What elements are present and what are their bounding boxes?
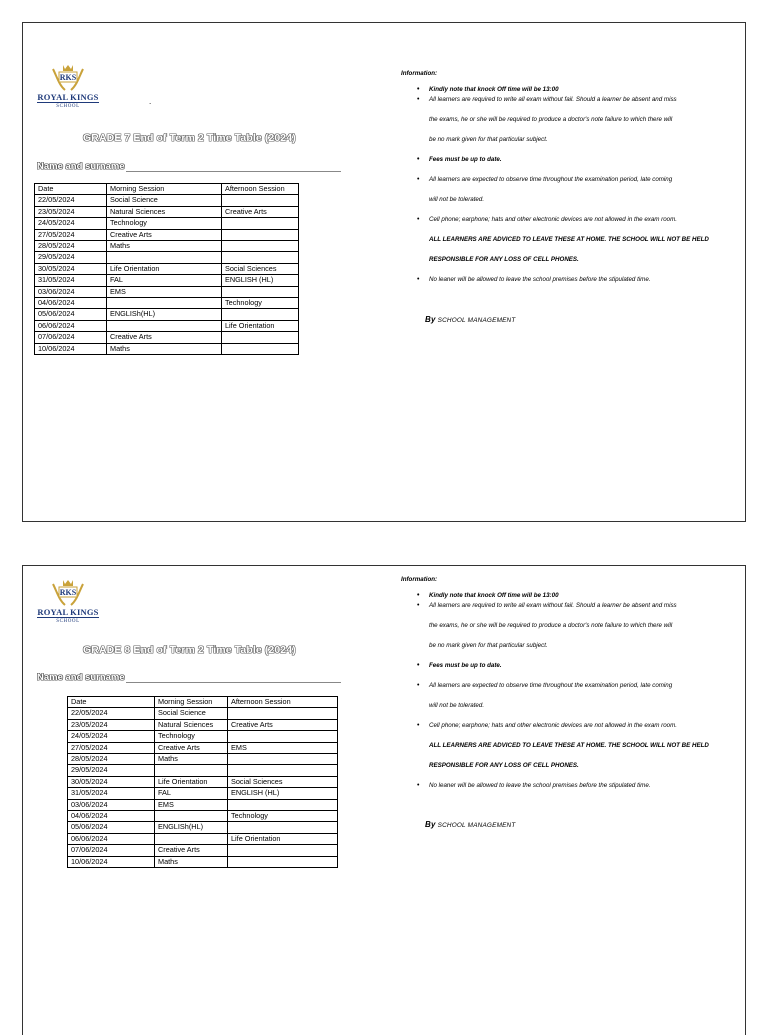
timetable-body [68,708,338,868]
cell-afternoon [228,754,338,765]
cell-date: 06/06/2024 [35,320,107,331]
info-heading: Information: [401,70,438,77]
table-row [35,309,299,320]
cell-date: 29/05/2024 [68,765,155,776]
name-surname-label: Name and surname [37,672,125,683]
info-item-leave: • No leaner will be allowed to leave the school premises before the stipulated time. [429,275,741,285]
cell-date: 24/05/2024 [35,218,107,229]
cell-morning: FAL [155,788,228,799]
cell-date: 07/06/2024 [68,845,155,856]
cell-date: 03/06/2024 [35,286,107,297]
table-row [68,708,338,719]
table-row [35,206,299,217]
cell-date: 05/06/2024 [35,309,107,320]
cell-afternoon [222,252,299,263]
info-time-line1: • All learners are expected to observe time throughout the examination period, late coming [429,176,673,183]
info-item-exams [429,95,741,145]
cell-afternoon [222,229,299,240]
info-phones-line3: RESPONSIBLE FOR ANY LOSS OF CELL PHONES. [429,762,579,769]
info-phones-line1: • Cell phone; earphone; hats and other electronic devices are not allowed in the exam room. [429,722,677,729]
cell-afternoon [222,218,299,229]
sig-name: SCHOOL MANAGEMENT [437,822,516,829]
table-row [68,731,338,742]
header-date: Date [35,184,107,195]
timetable-page-grade8 [22,565,746,1035]
info-item-time [429,175,741,205]
cell-morning: Social Science [155,708,228,719]
timetable-page-grade7 [22,22,746,522]
cell-morning: Natural Sciences [155,719,228,730]
school-logo [37,578,99,624]
cell-afternoon [228,856,338,867]
cell-morning: Technology [155,731,228,742]
header-afternoon: Afternoon Session [228,697,338,708]
header-morning: Morning Session [107,184,222,195]
cell-afternoon: Social Sciences [228,776,338,787]
cell-afternoon [228,765,338,776]
cell-date: 05/06/2024 [68,822,155,833]
info-item-leave: • No leaner will be allowed to leave the school premises before the stipulated time. [429,781,741,791]
logo-monogram: RKS [59,73,77,82]
cell-afternoon: Creative Arts [228,719,338,730]
cell-morning: Maths [107,241,222,252]
info-phones-line2: ALL LEARNERS ARE ADVICED TO LEAVE THESE AT HOME. THE SCHOOL WILL NOT BE HELD [429,236,709,243]
cell-afternoon [228,799,338,810]
cell-morning: EMS [107,286,222,297]
cell-date: 10/06/2024 [68,856,155,867]
table-row [68,776,338,787]
cell-afternoon [222,332,299,343]
cell-date: 29/05/2024 [35,252,107,263]
info-exams-line3: be no mark given for that particular subject. [429,642,548,649]
cell-morning: ENGLISh(HL) [107,309,222,320]
header-afternoon: Afternoon Session [222,184,299,195]
cell-morning: Technology [107,218,222,229]
info-item-phones [429,215,741,265]
cell-afternoon [222,286,299,297]
cell-afternoon [222,241,299,252]
cell-date: 31/05/2024 [68,788,155,799]
table-row [68,799,338,810]
cell-morning: Creative Arts [107,229,222,240]
table-row [68,811,338,822]
stray-dot: . [149,97,152,106]
cell-morning: FAL [107,275,222,286]
information-section [401,70,741,285]
cell-afternoon [222,343,299,354]
cell-morning [107,298,222,309]
logo-school-sub: SCHOOL [56,104,80,109]
logo-school-name: ROYAL KINGS [37,92,99,102]
logo-school-sub: SCHOOL [56,619,80,624]
cell-morning: Natural Sciences [107,206,222,217]
table-row [68,845,338,856]
cell-morning: Life Orientation [155,776,228,787]
info-item-knock-off: • Kindly note that knock Off time will be 13:00 [429,591,741,601]
cell-afternoon: Life Orientation [228,833,338,844]
page-title: GRADE 7 End of Term 2 Time Table (2024) [83,132,296,144]
table-row [35,263,299,274]
cell-date: 27/05/2024 [68,742,155,753]
table-row [35,241,299,252]
table-row [35,218,299,229]
cell-afternoon [228,822,338,833]
info-time-line2: will not be tolerated. [429,702,485,709]
cell-morning: Creative Arts [155,742,228,753]
table-row [35,275,299,286]
info-phones-line3: RESPONSIBLE FOR ANY LOSS OF CELL PHONES. [429,256,579,263]
cell-morning: Maths [155,754,228,765]
cell-date: 22/05/2024 [68,708,155,719]
cell-date: 27/05/2024 [35,229,107,240]
cell-afternoon [222,195,299,206]
info-heading: Information: [401,576,438,583]
table-row [68,833,338,844]
name-surname-field[interactable] [37,161,341,172]
table-row [68,856,338,867]
cell-morning [155,811,228,822]
cell-date: 10/06/2024 [35,343,107,354]
info-list [401,591,741,791]
table-row [35,229,299,240]
timetable-body [35,195,299,355]
info-exams-line2: the exams, he or she will be required to produce a doctor's note failure to which there will [429,116,673,123]
timetable [34,183,299,355]
cell-afternoon [228,708,338,719]
cell-afternoon: ENGLISH (HL) [222,275,299,286]
sig-by: By [425,820,436,829]
cell-date: 22/05/2024 [35,195,107,206]
cell-date: 30/05/2024 [68,776,155,787]
info-exams-line1: • All learners are required to write all exam without fail. Should a learner be absent and miss [429,602,677,609]
cell-morning [155,765,228,776]
name-surname-field[interactable] [37,672,341,683]
cell-afternoon [228,845,338,856]
table-row [35,286,299,297]
cell-morning [107,252,222,263]
table-row [35,298,299,309]
info-exams-line3: be no mark given for that particular subject. [429,136,548,143]
cell-afternoon: ENGLISH (HL) [228,788,338,799]
table-row [68,754,338,765]
info-item-fees: • Fees must be up to date. [429,661,741,671]
info-exams-line2: the exams, he or she will be required to produce a doctor's note failure to which there will [429,622,673,629]
table-row [35,252,299,263]
header-date: Date [68,697,155,708]
table-row [35,320,299,331]
cell-date: 23/05/2024 [35,206,107,217]
cell-date: 28/05/2024 [35,241,107,252]
info-time-line2: will not be tolerated. [429,196,485,203]
info-item-fees: • Fees must be up to date. [429,155,741,165]
table-row [68,788,338,799]
cell-morning: ENGLISh(HL) [155,822,228,833]
info-phones-line1: • Cell phone; earphone; hats and other electronic devices are not allowed in the exam room. [429,216,677,223]
cell-morning: Maths [155,856,228,867]
cell-morning: Life Orientation [107,263,222,274]
cell-date: 23/05/2024 [68,719,155,730]
signature [425,820,515,829]
cell-afternoon: Technology [222,298,299,309]
cell-morning: Social Science [107,195,222,206]
cell-morning: Maths [107,343,222,354]
table-header-row [68,697,338,708]
table-row [68,742,338,753]
timetable [67,696,338,868]
info-exams-line1: • All learners are required to write all exam without fail. Should a learner be absent and miss [429,96,677,103]
cell-date: 04/06/2024 [35,298,107,309]
info-phones-line2: ALL LEARNERS ARE ADVICED TO LEAVE THESE AT HOME. THE SCHOOL WILL NOT BE HELD [429,742,709,749]
cell-date: 28/05/2024 [68,754,155,765]
cell-afternoon: EMS [228,742,338,753]
info-item-exams [429,601,741,651]
logo-monogram: RKS [59,588,77,597]
cell-morning: Creative Arts [155,845,228,856]
cell-afternoon [228,731,338,742]
header-morning: Morning Session [155,697,228,708]
page-title: GRADE 8 End of Term 2 Time Table (2024) [83,644,296,656]
table-row [68,765,338,776]
table-row [68,719,338,730]
crest-icon [51,63,85,93]
crest-icon [51,578,85,608]
table-row [35,343,299,354]
signature [425,315,515,324]
cell-date: 04/06/2024 [68,811,155,822]
cell-date: 06/06/2024 [68,833,155,844]
school-logo [37,63,99,109]
cell-date: 03/06/2024 [68,799,155,810]
table-row [68,822,338,833]
info-item-time [429,681,741,711]
sig-by: By [425,315,436,324]
cell-afternoon: Social Sciences [222,263,299,274]
info-item-knock-off: • Kindly note that knock Off time will be 13:00 [429,85,741,95]
table-row [35,332,299,343]
table-row [35,195,299,206]
cell-date: 30/05/2024 [35,263,107,274]
info-item-phones [429,721,741,771]
cell-morning: EMS [155,799,228,810]
info-list [401,85,741,285]
cell-date: 24/05/2024 [68,731,155,742]
cell-morning [107,320,222,331]
cell-afternoon [222,309,299,320]
sig-name: SCHOOL MANAGEMENT [437,317,516,324]
cell-afternoon: Life Orientation [222,320,299,331]
cell-date: 31/05/2024 [35,275,107,286]
cell-afternoon: Creative Arts [222,206,299,217]
info-time-line1: • All learners are expected to observe time throughout the examination period, late coming [429,682,673,689]
information-section [401,576,741,791]
cell-date: 07/06/2024 [35,332,107,343]
table-header-row [35,184,299,195]
cell-morning: Creative Arts [107,332,222,343]
cell-morning [155,833,228,844]
name-surname-label: Name and surname [37,161,125,172]
cell-afternoon: Technology [228,811,338,822]
logo-school-name: ROYAL KINGS [37,607,99,617]
